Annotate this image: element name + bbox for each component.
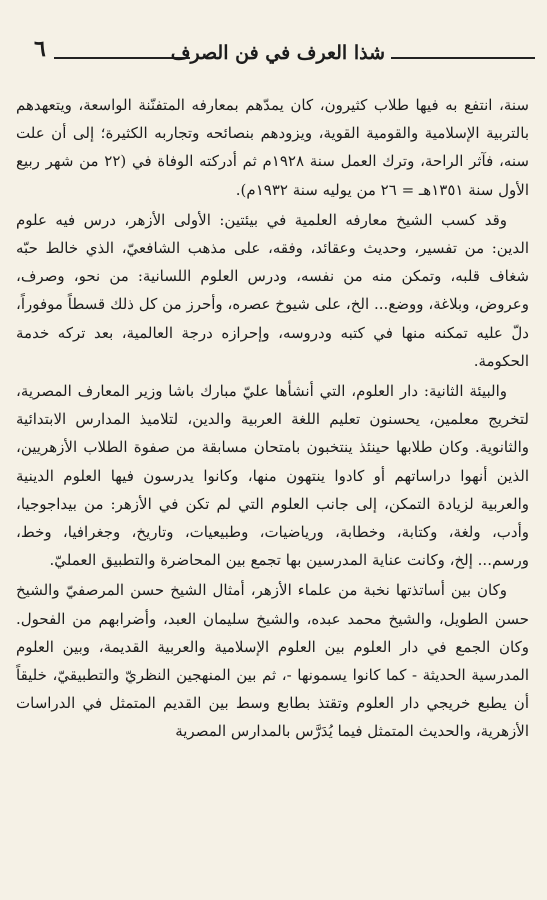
- header-rule-right: [391, 57, 535, 59]
- paragraph: وقد كسب الشيخ معارفه العلمية في بيئتين: الأولى الأزهر، درس فيه علوم الدين: من تفسير، وحديث وعقائد، وفقه، على مذهب الشافعيّ، الذي خالط حبّه شغاف قلبه، وتمكن منه من نفسه، ودرس العلوم اللسانية: من نحو، وصرف، وعروض، وبلاغة، ووضع... الخ، على شيوخ عصره، وأحرز من كل ذلك قسطاً موفوراً، دلّ عليه تمكنه منها في كتبه ودروسه، وإحرازه درجة العالمية، بعد تركه خدمة الحكومة.: [16, 210, 529, 370]
- paragraph: سنة، انتفع به فيها طلاب كثيرون، كان يمدّهم بمعارفه المتفنّنة الواسعة، ويتعهدهم بالتربية الإسلامية والقومية القوية، ويزودهم بنصائحه وتجاربه الكثيرة؛ إلى أن علت سنه، فآثر الراحة، وترك العمل سنة ١٩٢٨م ثم أدركته الوفاة في (٢٢ من شهر ربيع الأول سنة ١٣٥١هـ = ٢٦ من يوليه سنة ١٩٣٢م).: [16, 96, 529, 199]
- paragraph: وكان بين أساتذتها نخبة من علماء الأزهر، أمثال الشيخ حسن المرصفيّ والشيخ حسن الطويل، والشيخ محمد عبده، والشيخ سليمان العبد، وأضرابهم من الفحول. وكان الجمع في دار العلوم بين العلوم الإسلامية والعربية القديمة، وبين العلوم المدرسية الحديثة - كما كانوا يسمونها -، ثم بين المنهجين النظريّ والتطبيقيّ، خليقاً أن يطبع خريجي دار العلوم وتقتذ بطابع وسط بين القديم المتمثل في الدراسات الأزهرية، والحديث المتمثل فيما يُدَرَّس بالمدارس المصرية: [16, 581, 529, 741]
- page-number: ٦: [34, 36, 46, 62]
- page-header: [0, 0, 547, 80]
- running-title: شذا العرف في فن الصرف: [170, 42, 385, 64]
- paragraph: والبيئة الثانية: دار العلوم، التي أنشأها عليّ مبارك باشا وزير المعارف المصرية، لتخريج معلمين، يحسنون تعليم اللغة العربية والدين، لتلاميذ المدارس الابتدائية والثانوية. وكان طلابها حينئذ ينتخبون بامتحان مسابقة من صفوة الطلاب الأزهريين، الذين أنهوا دراساتهم أو كادوا ينتهون منها، وكانوا يدرسون فيها العلوم الدينية والعربية لزيادة التمكن، إلى جانب العلوم التي لم تكن في الأزهر: من بيداجوجيا، وأدب، ولغة، وكتابة، وخطابة، ورياضيات، وطبيعيات، وتاريخ، وجغرافيا، وخط، ورسم... إلخ، وكانت عناية المدرسين بها تجمع بين المحاضرة والتطبيق العمليّ.: [16, 382, 529, 570]
- page-body: [16, 91, 529, 746]
- header-rule-left: [54, 57, 190, 59]
